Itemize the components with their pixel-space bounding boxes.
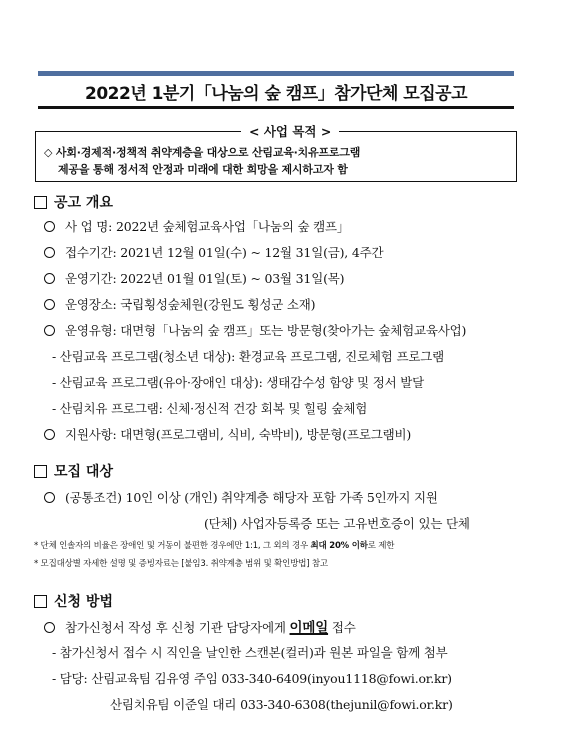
recruit-line-2: (단체) 사업자등록증 또는 고유번호증이 있는 단체: [204, 516, 470, 531]
title-bottom-bar: [38, 106, 514, 109]
overview-item: 운영기간: 2022년 01월 01일(토) ~ 03월 31일(목): [44, 269, 344, 287]
section-recruit-heading: 모집 대상: [54, 464, 113, 480]
circle-bullet-icon: [44, 299, 55, 310]
email-emphasis: 이메일: [289, 620, 329, 636]
recruit-line-1: (공통조건) 10인 이상 (개인) 취약계층 해당자 포함 가족 5인까지 지원: [44, 488, 438, 506]
purpose-text: [44, 144, 510, 178]
apply-contact-2: 산림치유팀 이준일 대리 033-340-6308(thejunil@fowi.or.kr): [110, 697, 453, 712]
overview-item: 운영유형: 대면형「나눔의 숲 캠프」또는 방문형(찾아가는 숲체험교육사업): [44, 321, 466, 339]
recruit-note-1: * 단체 인솔자의 비율은 장애인 및 거동이 불편한 경우에만 1:1, 그 외의 경우 최대 20% 이하로 제한: [34, 541, 395, 551]
purpose-line-2: 제공을 통해 정서적 안정과 미래에 대한 희망을 제시하고자 함: [58, 163, 348, 176]
apply-line-1: 참가신청서 작성 후 신청 기관 담당자에게 이메일 접수: [44, 616, 356, 636]
section-overview: [34, 192, 113, 212]
checkbox-icon: [34, 595, 47, 608]
circle-bullet-icon: [44, 492, 55, 503]
checkbox-icon: [34, 196, 47, 209]
overview-sub-item: - 산림교육 프로그램(청소년 대상): 환경교육 프로그램, 진로체험 프로그램: [52, 349, 444, 364]
section-apply: [34, 591, 113, 611]
apply-contact-1: - 담당: 산림교육팀 김유영 주임 033-340-6409(inyou1118@fowi.or.kr): [52, 671, 452, 686]
overview-item: 운영장소: 국립횡성숲체원(강원도 횡성군 소재): [44, 295, 315, 313]
overview-sub-item: - 산림치유 프로그램: 신체·정신적 건강 회복 및 힐링 숲체험: [52, 401, 368, 416]
section-recruit: [34, 461, 113, 481]
title-banner: [38, 71, 514, 109]
overview-item: 사 업 명: 2022년 숲체험교육사업「나눔의 숲 캠프」: [44, 217, 349, 235]
checkbox-icon: [34, 465, 47, 478]
circle-bullet-icon: [44, 221, 55, 232]
page-title: 2022년 1분기「나눔의 숲 캠프」참가단체 모집공고: [85, 83, 467, 104]
circle-bullet-icon: [44, 622, 55, 633]
circle-bullet-icon: [44, 273, 55, 284]
circle-bullet-icon: [44, 247, 55, 258]
purpose-label: < 사업 목적 >: [241, 122, 339, 140]
section-apply-heading: 신청 방법: [54, 594, 113, 610]
overview-item: 접수기간: 2021년 12월 01일(수) ~ 12월 31일(금), 4주간: [44, 243, 383, 261]
apply-line-2: - 참가신청서 접수 시 직인을 날인한 스캔본(컬러)과 원본 파일을 함께 첨부: [52, 645, 448, 660]
recruit-note-2: * 모집대상별 자세한 설명 및 증빙자료는 [붙임3. 취약계층 범위 및 확인방법] 참고: [34, 559, 328, 569]
circle-bullet-icon: [44, 429, 55, 440]
circle-bullet-icon: [44, 325, 55, 336]
purpose-box: [35, 124, 517, 182]
purpose-line-1: ◇ 사회·경제적·정책적 취약계층을 대상으로 산림교육·치유프로그램: [44, 146, 361, 159]
overview-sub-item: - 산림교육 프로그램(유아·장애인 대상): 생태감수성 함양 및 정서 발달: [52, 375, 424, 390]
overview-support: 지원사항: 대면형(프로그램비, 식비, 숙박비), 방문형(프로그램비): [44, 425, 411, 443]
section-overview-heading: 공고 개요: [54, 195, 113, 211]
